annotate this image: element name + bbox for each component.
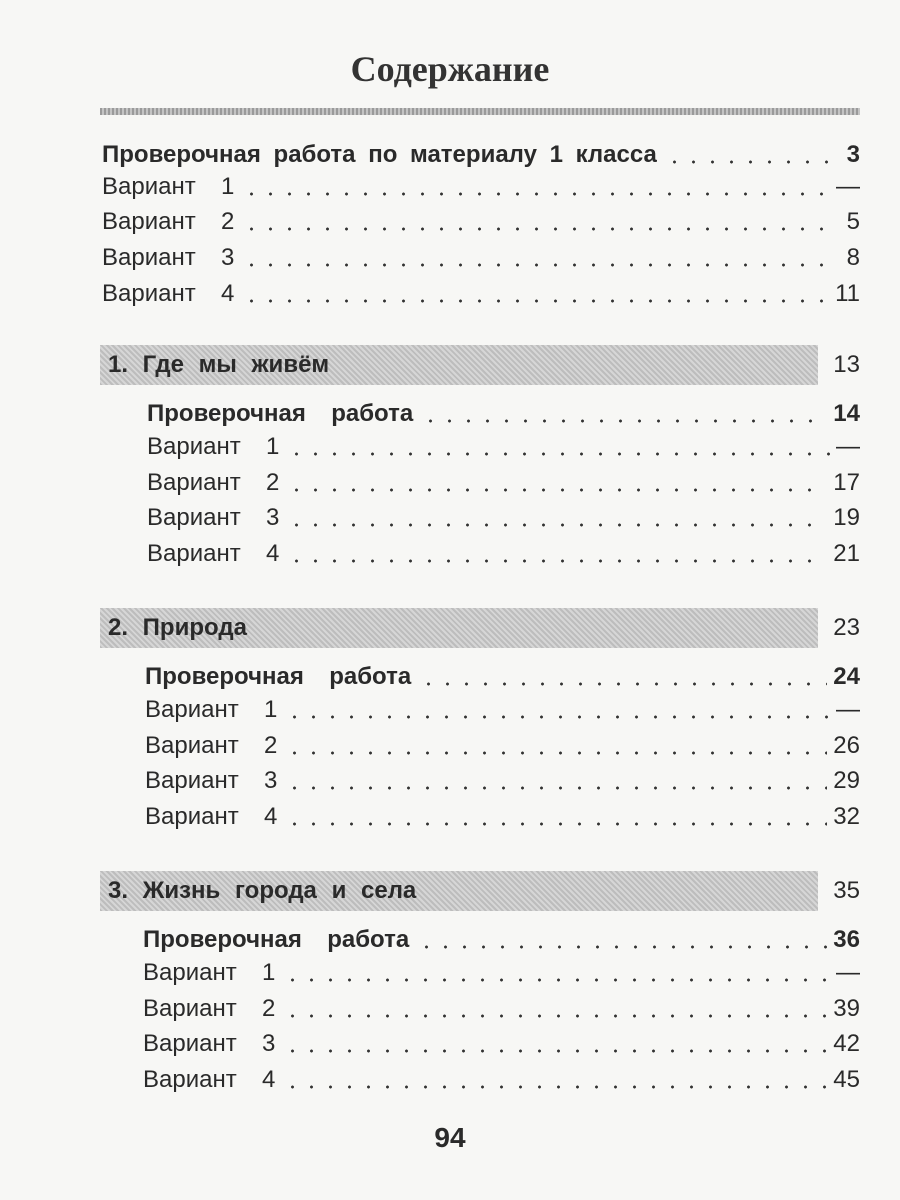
page-number: 94 [434, 1122, 466, 1153]
entry-label: Вариант 4 [143, 1065, 276, 1093]
entry-page: 39 [833, 994, 860, 1022]
toc-entry-variant[interactable] [147, 430, 860, 464]
dot-leader [242, 299, 829, 303]
section-page: 35 [833, 877, 860, 904]
entry-page: 14 [833, 400, 860, 427]
toc-entry-variant[interactable] [143, 1027, 860, 1061]
entry-page: 11 [835, 280, 860, 307]
entry-label: Вариант 2 [102, 208, 235, 235]
entry-label: Проверочная работа по материалу 1 класса [102, 141, 657, 168]
entry-label: Вариант 4 [147, 539, 280, 567]
toc-entry-variant[interactable] [147, 466, 860, 500]
toc-entry-variant[interactable] [145, 800, 860, 834]
dot-leader [242, 227, 830, 231]
entry-label: Проверочная работа [145, 663, 412, 690]
toc-entry-variant[interactable] [102, 205, 860, 239]
toc-entry-variant[interactable] [145, 729, 860, 763]
toc-entry-variant[interactable] [147, 501, 860, 535]
entry-page: 8 [846, 244, 860, 271]
entry-page: 21 [833, 539, 860, 567]
entry-page: — [836, 433, 860, 460]
entry-label: Вариант 2 [145, 731, 278, 759]
dot-leader [285, 715, 830, 719]
toc-entry-variant[interactable] [102, 170, 860, 204]
dot-leader [419, 682, 827, 686]
section-title[interactable]: 2. Природа [108, 614, 247, 641]
dot-leader [285, 822, 827, 826]
entry-label: Вариант 3 [102, 244, 235, 271]
dot-leader [287, 488, 827, 492]
entry-label: Вариант 3 [143, 1030, 276, 1057]
toc-entry-variant[interactable] [143, 956, 860, 990]
toc-entry-variant[interactable] [145, 693, 860, 727]
dot-leader [242, 263, 830, 267]
entry-page: — [836, 173, 860, 200]
section-page: 23 [833, 614, 860, 641]
entry-label: Вариант 4 [145, 802, 278, 830]
dot-leader [283, 1085, 827, 1089]
toc-entry-test[interactable] [143, 923, 860, 957]
entry-page: 42 [833, 1030, 860, 1057]
entry-label: Вариант 3 [145, 767, 278, 794]
dot-leader [242, 192, 830, 196]
toc-entry-variant[interactable] [102, 277, 860, 311]
entry-page: 32 [833, 802, 860, 830]
dot-leader [287, 559, 827, 563]
entry-page: — [836, 696, 860, 723]
dot-leader [287, 523, 827, 527]
dot-leader [421, 419, 827, 423]
page-title: Содержание [350, 49, 550, 89]
entry-label: Вариант 1 [145, 696, 278, 723]
dot-leader [417, 945, 827, 949]
toc-entry-variant[interactable] [143, 992, 860, 1026]
entry-label: Вариант 2 [143, 994, 276, 1022]
toc-entry-variant[interactable] [102, 241, 860, 275]
section-title[interactable]: 1. Где мы живём [108, 351, 330, 378]
toc-entry-test[interactable] [147, 397, 860, 431]
entry-page: 24 [833, 663, 860, 690]
toc-entry-variant[interactable] [145, 764, 860, 798]
entry-page: 29 [833, 767, 860, 794]
entry-label: Проверочная работа [143, 926, 410, 953]
entry-page: 17 [833, 468, 860, 496]
section-page: 13 [833, 351, 860, 378]
toc-entry-test[interactable] [145, 660, 860, 694]
entry-page: — [836, 959, 860, 986]
dot-leader [283, 1049, 827, 1053]
entry-page: 36 [833, 926, 860, 953]
dot-leader [285, 751, 827, 755]
title-divider [100, 108, 860, 115]
entry-page: 45 [833, 1065, 860, 1093]
entry-page: 5 [846, 208, 860, 235]
entry-page: 26 [833, 731, 860, 759]
entry-page: 19 [833, 504, 860, 531]
section-title[interactable]: 3. Жизнь города и села [108, 877, 417, 904]
dot-leader [285, 786, 827, 790]
entry-label: Вариант 1 [147, 433, 280, 460]
entry-label: Проверочная работа [147, 400, 414, 427]
entry-label: Вариант 1 [143, 959, 276, 986]
entry-label: Вариант 3 [147, 504, 280, 531]
dot-leader [283, 978, 830, 982]
entry-label: Вариант 2 [147, 468, 280, 496]
entry-label: Вариант 1 [102, 173, 235, 200]
toc-entry-variant[interactable] [143, 1063, 860, 1097]
dot-leader [665, 160, 830, 164]
toc-entry-variant[interactable] [147, 537, 860, 571]
entry-label: Вариант 4 [102, 280, 235, 307]
toc-entry-intro-test[interactable] [102, 138, 860, 172]
dot-leader [287, 452, 830, 456]
dot-leader [283, 1014, 827, 1018]
entry-page: 3 [846, 141, 860, 168]
